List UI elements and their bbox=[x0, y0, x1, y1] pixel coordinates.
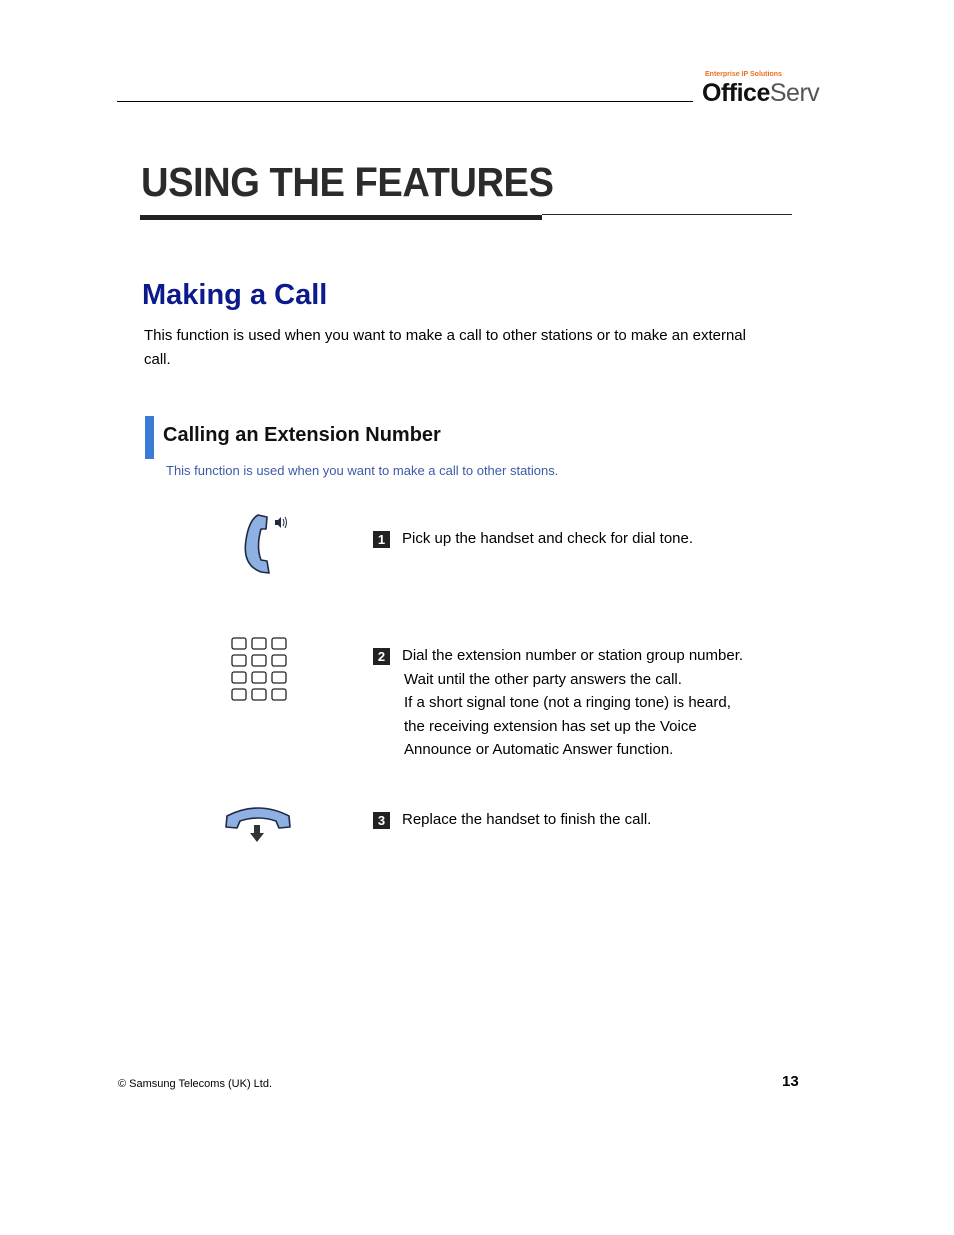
brand-tagline: Enterprise IP Solutions bbox=[705, 71, 782, 78]
section-intro bbox=[144, 324, 784, 372]
subsection-title: Calling an Extension Number bbox=[163, 424, 441, 446]
step-text: Announce or Automatic Answer function. bbox=[404, 741, 674, 758]
chapter-rule-thick bbox=[140, 215, 542, 220]
step-number-badge: 2 bbox=[373, 648, 390, 665]
page-number: 13 bbox=[782, 1073, 799, 1090]
step-text: Replace the handset to finish the call. bbox=[402, 811, 652, 828]
header-rule bbox=[117, 101, 693, 102]
step-text: Pick up the handset and check for dial tone. bbox=[402, 530, 694, 547]
subsection-description: This function is used when you want to make a call to other stations. bbox=[166, 463, 559, 478]
step-text: Dial the extension number or station group number. bbox=[402, 647, 744, 664]
step-text: Wait until the other party answers the call. bbox=[404, 671, 682, 688]
step-number-badge: 3 bbox=[373, 812, 390, 829]
subsection-accent-bar bbox=[145, 416, 154, 459]
section-intro-line: call. bbox=[144, 351, 171, 368]
brand-name-bold: Office bbox=[702, 79, 770, 107]
step-text: If a short signal tone (not a ringing tone) is heard, bbox=[404, 694, 731, 711]
step-number-badge: 1 bbox=[373, 531, 390, 548]
chapter-title: USING THE FEATURES bbox=[141, 159, 554, 205]
section-title: Making a Call bbox=[142, 279, 328, 311]
handset-off-hook-icon bbox=[236, 512, 292, 579]
handset-hang-up-icon bbox=[224, 804, 292, 849]
step-text: the receiving extension has set up the Voice bbox=[404, 718, 697, 735]
chapter-rule-thin bbox=[542, 214, 792, 215]
dial-keypad-icon bbox=[231, 637, 289, 708]
section-intro-line: This function is used when you want to make a call to other stations or to make an external bbox=[144, 327, 746, 344]
brand-name-light: Serv bbox=[769, 79, 820, 107]
brand-logo bbox=[702, 79, 819, 107]
footer-copyright: © Samsung Telecoms (UK) Ltd. bbox=[118, 1078, 273, 1090]
